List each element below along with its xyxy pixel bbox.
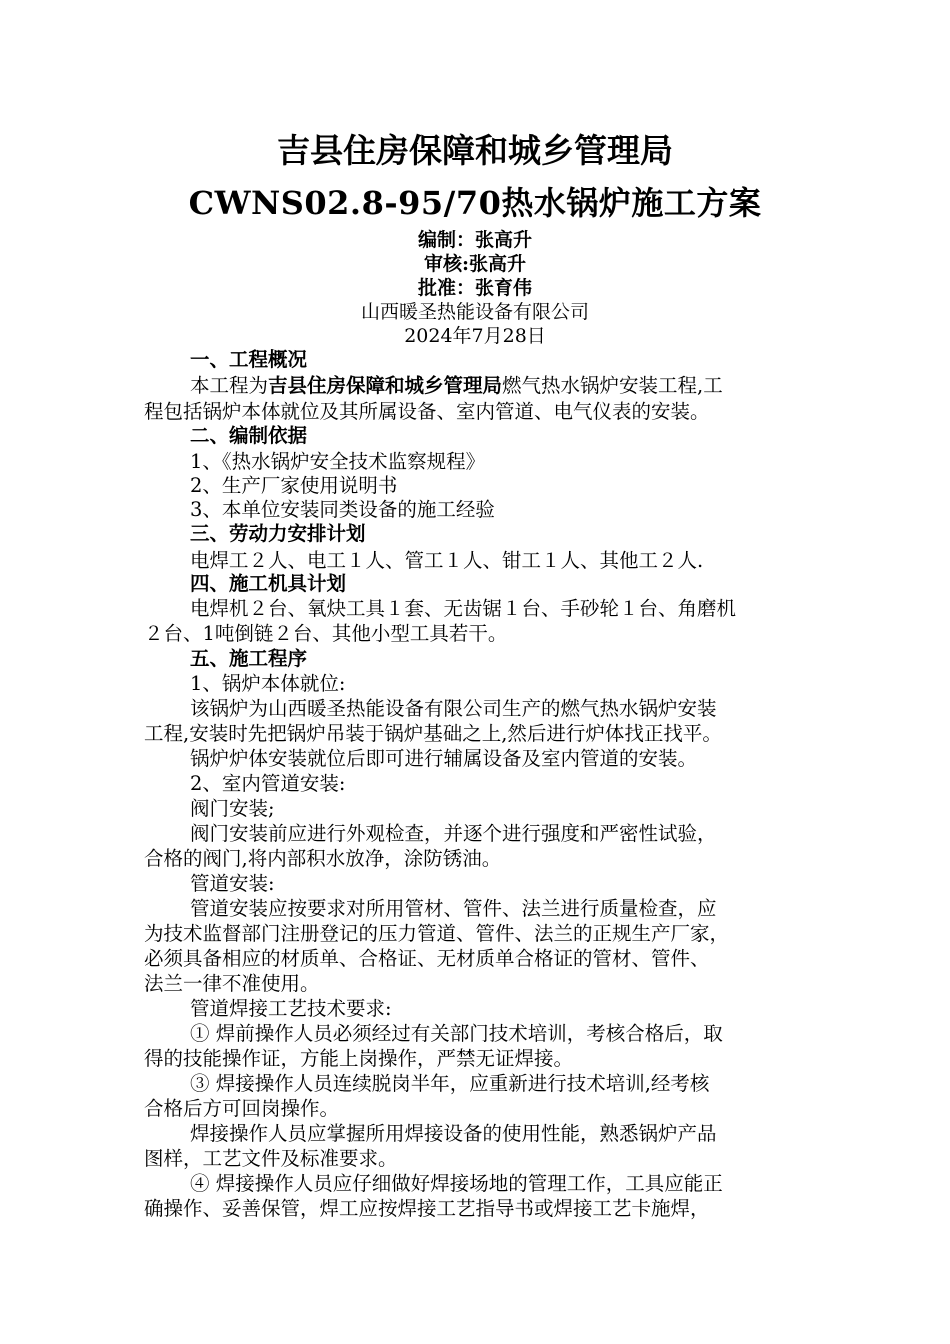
tools-paragraph-cont: ２台、1吨倒链２台、其他小型工具若干。 — [144, 622, 508, 645]
valve-heading: 阀门安装; — [190, 797, 275, 820]
pipe-paragraph-cont: 必须具备相应的材质单、合格证、无材质单合格证的管材、管件、 — [144, 947, 710, 970]
tools-paragraph: 电焊机２台、氧炔工具１套、无齿锯１台、手砂轮１台、角磨机 — [190, 597, 737, 620]
valve-paragraph: 阀门安装前应进行外观检查，并逐个进行强度和严密性试验， — [190, 822, 717, 845]
section-heading-overview: 一、工程概况 — [190, 348, 308, 371]
overview-paragraph-cont: 程包括锅炉本体就位及其所属设备、室内管道、电气仪表的安装。 — [144, 400, 710, 423]
document-title-plan: CWNS02.8-95/70热水锅炉施工方案 — [188, 184, 762, 222]
date-line: 2024年7月28日 — [404, 325, 546, 347]
section-heading-tools: 四、施工机具计划 — [190, 572, 347, 595]
section-heading-basis: 二、编制依据 — [190, 424, 308, 447]
pipe-paragraph-cont: 法兰一律不准使用。 — [144, 972, 320, 995]
weld-requirement-cont: 合格后方可回岗操作。 — [144, 1097, 340, 1120]
pipe-heading: 管道安装: — [190, 872, 275, 895]
weld-requirement: ① 焊前操作人员必须经过有关部门技术培训，考核合格后，取 — [190, 1022, 723, 1045]
basis-item: 1、《热水锅炉安全技术监察规程》 — [190, 450, 486, 473]
project-owner-name: 吉县住房保障和城乡管理局 — [268, 374, 503, 397]
company-line: 山西暖圣热能设备有限公司 — [360, 301, 589, 323]
weld-requirement: ③ 焊接操作人员连续脱岗半年，应重新进行技术培训,经考核 — [190, 1072, 710, 1095]
approver-line: 批准：张育伟 — [417, 277, 532, 299]
weld-paragraph: 焊接操作人员应掌握所用焊接设备的使用性能，熟悉锅炉产品 — [190, 1122, 717, 1145]
overview-paragraph: 本工程为吉县住房保障和城乡管理局燃气热水锅炉安装工程,工 — [190, 374, 723, 397]
compiler-line: 编制：张高升 — [417, 229, 532, 251]
basis-item: 3、本单位安装同类设备的施工经验 — [190, 498, 495, 521]
procedure-paragraph: 锅炉炉体安装就位后即可进行辅属设备及室内管道的安装。 — [190, 747, 698, 770]
weld-heading: 管道焊接工艺技术要求: — [190, 997, 392, 1020]
section-heading-procedure: 五、施工程序 — [190, 647, 308, 670]
procedure-item: 2、室内管道安装: — [190, 772, 346, 795]
document-title-org: 吉县住房保障和城乡管理局 — [277, 131, 673, 170]
pipe-paragraph: 管道安装应按要求对所用管材、管件、法兰进行质量检查，应 — [190, 897, 717, 920]
weld-requirement-cont: 得的技能操作证，方能上岗操作，严禁无证焊接。 — [144, 1047, 574, 1070]
labor-paragraph: 电焊工２人、电工１人、管工１人、钳工１人、其他工２人. — [190, 549, 704, 572]
reviewer-line: 审核:张高升 — [423, 253, 526, 275]
section-heading-labor: 三、劳动力安排计划 — [190, 522, 366, 545]
weld-requirement-cont: 确操作、妥善保管，焊工应按焊接工艺指导书或焊接工艺卡施焊， — [144, 1197, 710, 1220]
procedure-paragraph: 该锅炉为山西暖圣热能设备有限公司生产的燃气热水锅炉安装 — [190, 697, 717, 720]
pipe-paragraph-cont: 为技术监督部门注册登记的压力管道、管件、法兰的正规生产厂家， — [144, 922, 730, 945]
procedure-item: 1、锅炉本体就位: — [190, 672, 346, 695]
weld-paragraph-cont: 图样，工艺文件及标准要求。 — [144, 1147, 398, 1170]
weld-requirement: ④ 焊接操作人员应仔细做好焊接场地的管理工作，工具应能正 — [190, 1172, 723, 1195]
procedure-paragraph-cont: 工程,安装时先把锅炉吊装于锅炉基础之上,然后进行炉体找正找平。 — [144, 722, 722, 745]
basis-item: 2、生产厂家使用说明书 — [190, 474, 398, 497]
valve-paragraph-cont: 合格的阀门,将内部积水放净，涂防锈油。 — [144, 847, 502, 870]
